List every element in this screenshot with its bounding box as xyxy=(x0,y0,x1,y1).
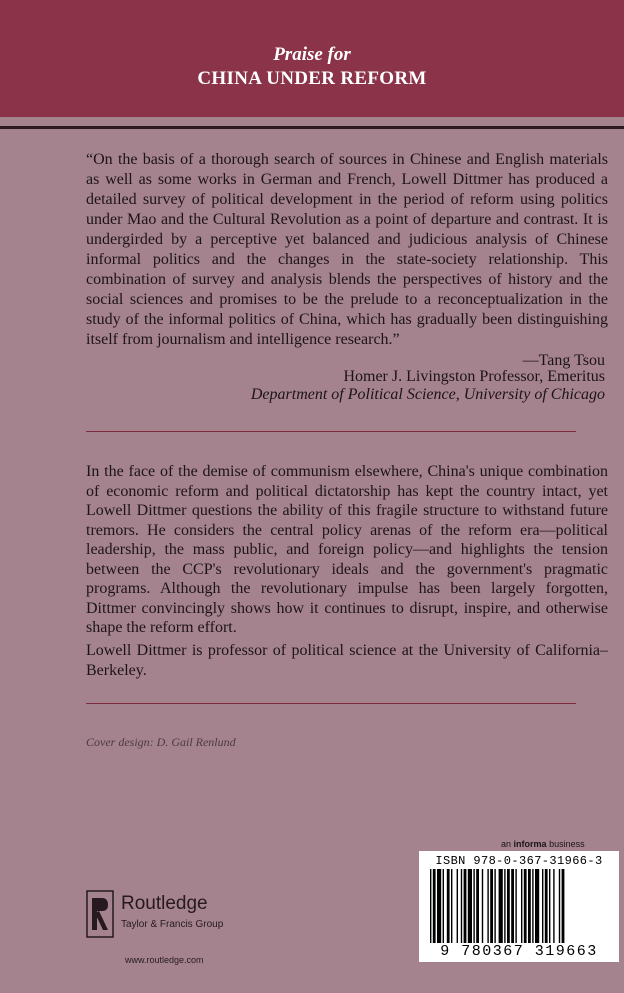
isbn-digits: 9 780367 319663 xyxy=(440,943,598,960)
author-bio: Lowell Dittmer is professor of political science at the University of California–Berkeley. xyxy=(86,642,608,679)
book-description: In the face of the demise of communism elsewhere, China's unique combination of economic reform and political dictatorship has kept the country intact, yet Lowell Dittmer questions the ability of this fragile structure to withstand future tremors. He considers the central policy arenas of the reform era—political leadership, the mass public, and foreign policy—and highlights the tension between the CCP's revolutionary ideals and the government's pragmatic programs. Although the revolutionary impulse has been largely forgotten, Dittmer convincingly shows how it continues to disrupt, inspire, and otherwise shape the reform effort. xyxy=(86,463,608,636)
header-band xyxy=(0,0,624,117)
section-divider xyxy=(86,703,576,704)
publisher-group: Taylor & Francis Group xyxy=(121,919,224,930)
informa-suffix: business xyxy=(549,839,585,849)
cover-design-credit: Cover design: D. Gail Renlund xyxy=(86,735,236,749)
praise-label: Praise for xyxy=(273,44,351,65)
book-title: CHINA UNDER REFORM xyxy=(197,68,427,89)
isbn-barcode xyxy=(419,851,619,962)
barcode-bars xyxy=(430,869,608,943)
header-rule xyxy=(0,126,624,129)
publisher-url: www.routledge.com xyxy=(125,955,204,965)
endorsement-quote: “On the basis of a thorough search of sources in Chinese and English materials as well as some works in German and French, Lowell Dittmer has produced a detailed survey of political development in the period of reform using politics under Mao and the Cultural Revolution as a point of departure and contrast. It is undergirded by a perceptive yet balanced and judicious analysis of Chinese informal politics and the changes in the state-society relationship. This combination of survey and analysis blends the perspectives of history and the social sciences and promises to be the prelude to a reconceptualization in the study of the informal politics of China, which has gradually been distinguishing itself from journalism and intelligence research.” xyxy=(86,151,608,348)
informa-brand: informa xyxy=(513,839,547,849)
publisher-name: Routledge xyxy=(121,893,208,914)
section-divider xyxy=(86,431,576,432)
routledge-logo-icon xyxy=(86,890,114,938)
informa-prefix: an xyxy=(501,839,512,849)
endorser-affiliation: Department of Political Science, University of Chicago xyxy=(250,386,605,403)
endorser-name: —Tang Tsou xyxy=(522,352,605,369)
endorser-title: Homer J. Livingston Professor, Emeritus xyxy=(343,368,605,385)
isbn-label: ISBN 978-0-367-31966-3 xyxy=(435,854,603,868)
informa-business-tag xyxy=(501,839,585,849)
